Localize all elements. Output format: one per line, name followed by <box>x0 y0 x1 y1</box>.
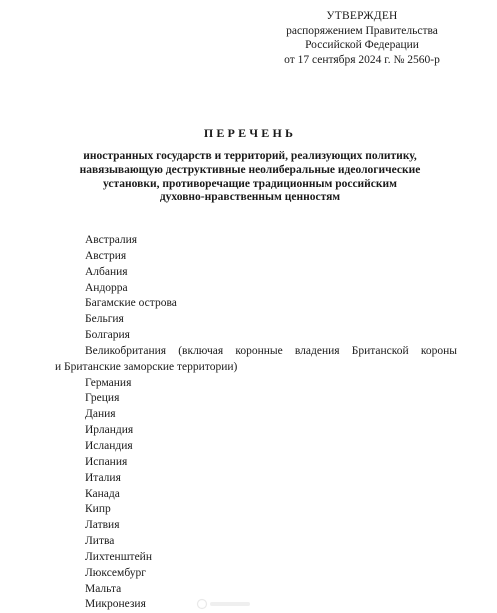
watermark-icon <box>196 598 256 610</box>
list-item: Австралия <box>85 234 138 246</box>
list-item-multiline <box>0 344 497 376</box>
approval-date-number: от 17 сентября 2024 г. № 2560-р <box>284 53 440 66</box>
list-item: Латвия <box>85 519 120 532</box>
list-item: Люксембург <box>85 566 146 579</box>
list-item: Канада <box>85 487 120 500</box>
list-item: Лихтенштейн <box>85 550 152 563</box>
list-item: Багамские острова <box>85 297 177 310</box>
subtitle-line: установки, противоречащие традиционным российским <box>103 177 397 190</box>
list-item: Дания <box>85 408 116 421</box>
country-list <box>0 233 497 613</box>
list-item: Болгария <box>85 329 130 342</box>
approval-country: Российской Федерации <box>305 39 419 51</box>
subtitle-line: духовно-нравственным ценностям <box>159 191 341 204</box>
document-heading: ПЕРЕЧЕНЬ <box>203 126 297 140</box>
list-item: Бельгия <box>85 313 124 326</box>
list-item: Мальта <box>85 582 122 595</box>
document-title-block <box>40 126 460 205</box>
approval-stamp-block <box>262 9 462 67</box>
list-item: Италия <box>85 471 121 484</box>
list-item: Микронезия <box>85 598 146 611</box>
list-item: Ирландия <box>85 424 134 437</box>
list-item: Албания <box>85 265 128 278</box>
list-item: Литва <box>85 535 115 548</box>
subtitle-line: навязывающую деструктивные неолиберальные идеологические <box>79 163 421 176</box>
list-item: Испания <box>85 455 128 468</box>
approval-status: УТВЕРЖДЕН <box>326 10 398 22</box>
list-item: Исландия <box>85 439 133 452</box>
list-item-line: Великобритания (включая коронные владения Британской короны <box>85 344 457 357</box>
list-item: Германия <box>85 376 132 389</box>
list-item: Кипр <box>85 503 111 516</box>
list-item: Андорра <box>85 281 128 294</box>
list-item: Греция <box>85 392 120 405</box>
approval-issuer: распоряжением Правительства <box>286 24 438 37</box>
subtitle-line: иностранных государств и территорий, реализующих политику, <box>83 150 417 162</box>
list-item: Австрия <box>85 249 127 262</box>
document-subtitle <box>40 150 460 205</box>
list-item-line: и Британские заморские территории) <box>55 360 238 373</box>
